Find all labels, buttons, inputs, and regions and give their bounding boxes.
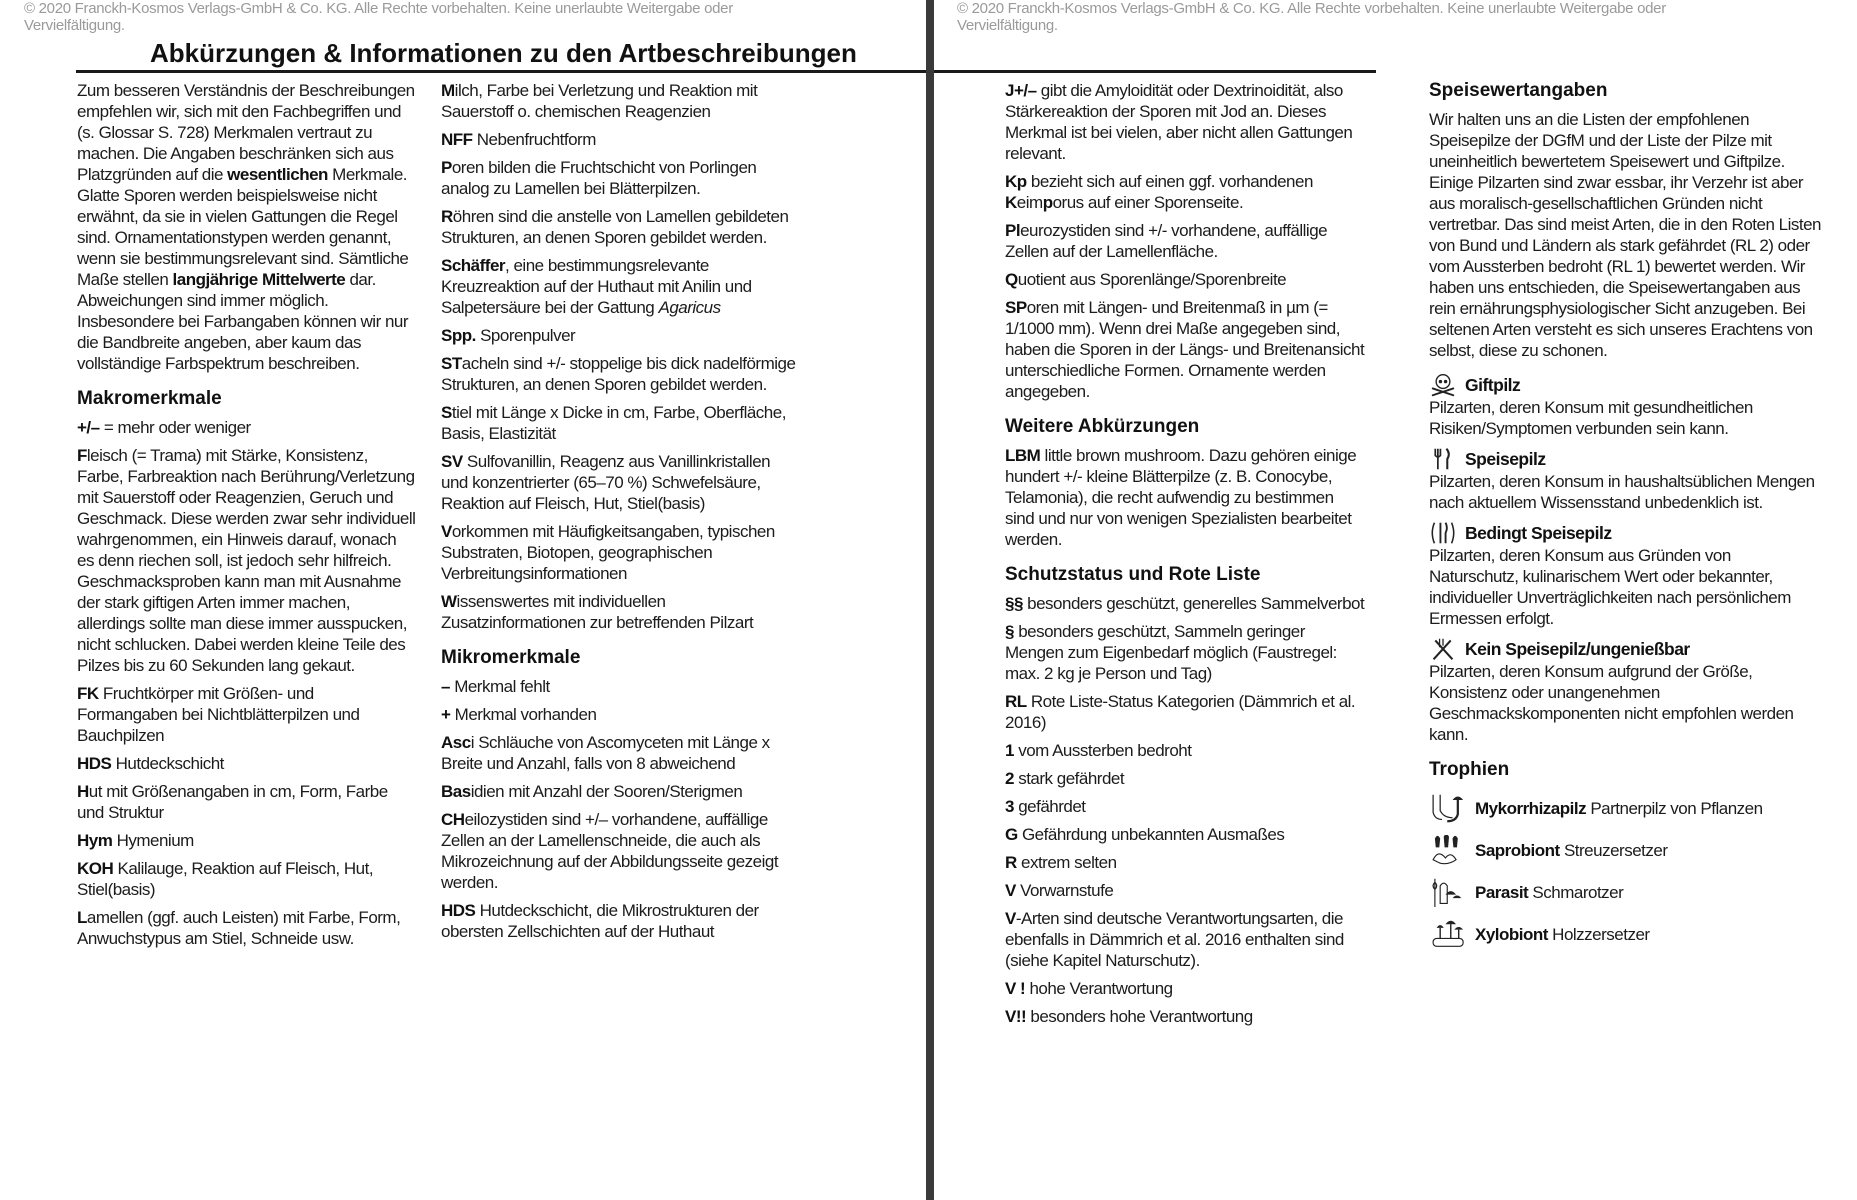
trophie-desc: Holzzersetzer bbox=[1547, 924, 1650, 944]
abbr: S bbox=[441, 403, 452, 422]
definition: Nebenfruchtform bbox=[472, 130, 596, 149]
definition: hohe Verantwortung bbox=[1025, 979, 1173, 998]
category-header bbox=[1429, 373, 1824, 397]
definition: bezieht sich auf einen ggf. vorhandenen bbox=[1026, 172, 1313, 191]
abbr: LBM bbox=[1005, 446, 1041, 465]
definition: besonders geschützt, generelles Sammelverbot bbox=[1022, 594, 1365, 613]
trophie-label bbox=[1475, 882, 1623, 903]
trophie-name: Mykorrhizapilz bbox=[1475, 798, 1587, 818]
list-entry bbox=[77, 907, 417, 949]
intro-text-2: Merkmale. Glatte Sporen werden beispielsweise nicht erwähnt, da sie in vielen Gattungen die Regel sind. Ornamentationstypen werden genannt, wenn sie bestimmungsrelevant sind. Sämtliche Maße stellen bbox=[77, 165, 409, 289]
abbr-rest: ut bbox=[88, 782, 102, 801]
list-entry bbox=[1005, 269, 1365, 290]
intro-paragraph bbox=[77, 80, 417, 374]
section-heading-mikromerkmale: Mikromerkmale bbox=[441, 647, 581, 668]
abbr: – bbox=[441, 677, 450, 696]
column-1 bbox=[77, 80, 417, 956]
list-entry bbox=[1005, 852, 1365, 873]
definition: (ggf. auch Leisten) mit Farbe, Form, Anwuchstypus am Stiel, Schneide usw. bbox=[77, 908, 401, 948]
abbr-rest: ilch bbox=[454, 81, 479, 100]
copyright-line-2: Vervielfältigung. bbox=[957, 17, 1058, 34]
abbr-rest: idien bbox=[470, 782, 505, 801]
definition: aus Sporenlänge/Sporenbreite bbox=[1065, 270, 1287, 289]
trophie-name: Parasit bbox=[1475, 882, 1529, 902]
abbr: 2 bbox=[1005, 769, 1014, 788]
abbr: F bbox=[77, 446, 87, 465]
page-title: Abkürzungen & Informationen zu den Artbeschreibungen bbox=[150, 38, 857, 68]
left-page bbox=[0, 0, 926, 1200]
definition: , Farbe bei Verletzung und Reaktion mit Sauerstoff o. chemischen Reagenzien bbox=[441, 81, 758, 121]
list-entry bbox=[441, 676, 801, 697]
section-heading-makromerkmale: Makromerkmale bbox=[77, 388, 222, 409]
list-entry bbox=[77, 781, 417, 823]
intro-text-1: Zum besseren Verständnis der Beschreibungen empfehlen wir, sich mit den Fachbegriffen und (s. Glossar S. 728) Merkmalen vertraut zu machen. Die Angaben beschränken sich aus Platzgründen auf die bbox=[77, 81, 415, 184]
definition: Hutdeckschicht bbox=[111, 754, 224, 773]
definition: Hymenium bbox=[112, 831, 194, 850]
definition: Kalilauge, Reaktion auf Fleisch, Hut, Stiel(basis) bbox=[77, 859, 374, 899]
category-text: Pilzarten, deren Konsum aus Gründen von Naturschutz, kulinarischem Wert oder bekannter, individueller Unverträglichkeiten nach persönlichem Ermessen erfolgt. bbox=[1429, 546, 1791, 628]
trophie-parasit bbox=[1429, 877, 1824, 907]
list-entry bbox=[441, 809, 801, 893]
abbr: ST bbox=[441, 354, 462, 373]
abbr: V bbox=[1005, 909, 1016, 928]
trophie-name: Saprobiont bbox=[1475, 840, 1560, 860]
definition: mit Länge x Dicke in cm, Farbe, Oberfläche, Basis, Elastizität bbox=[441, 403, 786, 443]
definition: sind +/- vorhandene, auffällige Zellen auf der Lamellenfläche. bbox=[1005, 221, 1328, 261]
definition: bilden die Fruchtschicht von Porlingen analog zu Lamellen bei Blätterpilzen. bbox=[441, 158, 757, 198]
list-entry bbox=[1005, 908, 1365, 971]
abbr: V!! bbox=[1005, 1007, 1027, 1026]
list-entry bbox=[441, 353, 801, 395]
list-entry bbox=[77, 417, 417, 438]
trophie-desc: Partnerpilz von Pflanzen bbox=[1586, 798, 1763, 818]
abbr: +/– bbox=[77, 418, 100, 437]
category-title: Kein Speisepilz/ungenießbar bbox=[1465, 638, 1690, 659]
category-text: Pilzarten, deren Konsum aufgrund der Größe, Konsistenz oder unangenehmen Geschmackskomponenten nicht empfohlen werden kann. bbox=[1429, 662, 1794, 744]
abbr-rest: eurozystiden bbox=[1020, 221, 1111, 240]
header-rule bbox=[934, 70, 1376, 73]
list-entry bbox=[1005, 824, 1365, 845]
abbr: Bas bbox=[441, 782, 471, 801]
list-entry bbox=[1005, 1006, 1365, 1027]
column-3 bbox=[1005, 80, 1365, 1034]
list-entry bbox=[1005, 796, 1365, 817]
list-entry bbox=[77, 753, 417, 774]
trophie-saprobiont bbox=[1429, 835, 1824, 865]
abbr: Q bbox=[1005, 270, 1018, 289]
definition: Schläuche von Ascomyceten mit Länge x Breite und Anzahl, falls von 8 abweichend bbox=[441, 733, 770, 773]
definition: mit Längen- und Breitenmaß in µm (= 1/1000 mm). Wenn drei Maße angegeben sind, haben die Sporen in der Längs- und Breitenansicht unterschiedliche Formen. Ornamente werden angegeben. bbox=[1005, 298, 1365, 401]
abbr: §§ bbox=[1005, 594, 1023, 613]
copyright-notice bbox=[24, 0, 904, 34]
mikro-list-continued bbox=[1005, 80, 1365, 402]
abbr: FK bbox=[77, 684, 99, 703]
copyright-line-1: © 2020 Franckh-Kosmos Verlags-GmbH & Co. KG. Alle Rechte vorbehalten. Keine unerlaubte Weitergabe oder bbox=[24, 0, 733, 17]
abbr: 1 bbox=[1005, 741, 1014, 760]
abbr-rest: orkommen bbox=[451, 522, 529, 541]
list-entry bbox=[441, 591, 801, 633]
abbr: Asc bbox=[441, 733, 471, 752]
list-entry bbox=[441, 704, 801, 725]
column-2 bbox=[441, 80, 801, 949]
abbr: Spp. bbox=[441, 326, 476, 345]
definition: gefährdet bbox=[1013, 797, 1086, 816]
definition: sind die anstelle von Lamellen gebildeten Strukturen, an denen Sporen gebildet werden. bbox=[441, 207, 789, 247]
list-entry bbox=[1005, 768, 1365, 789]
speisewert-category-bedingt bbox=[1429, 521, 1824, 629]
xylobiont-icon bbox=[1429, 919, 1469, 949]
list-entry bbox=[1005, 80, 1365, 164]
list-entry bbox=[77, 683, 417, 746]
fork-knife-icon bbox=[1429, 447, 1457, 471]
right-page bbox=[934, 0, 1857, 1200]
category-title: Speisepilz bbox=[1465, 448, 1546, 469]
trophie-label bbox=[1475, 840, 1667, 861]
list-entry bbox=[1005, 740, 1365, 761]
definition: (= Trama) mit Stärke, Konsistenz, Farbe, Farbreaktion nach Berührung/Verletzung mit Sauerstoff oder Reagenzien, Geruch und Geschmack. Diese werden zwar sehr individuell wahrgenommen, ein Hinweis darauf, wonach es denn riechen soll, ist jedoch sehr hilfreich. Geschmacksproben kann man mit Ausnahme der stark giftigen Arten immer machen, allerdings sollte man diese immer ausspucken, nicht schlucken. Dabei werden kleine Teile des Pilzes bis zu 60 Sekunden lang gekaut. bbox=[77, 446, 416, 675]
definition: sind +/– vorhandene, auffällige Zellen an der Lamellenschneide, die auch als Mikrozeichnung auf der Abbildungsseite gezeigt werden. bbox=[441, 810, 779, 892]
list-entry bbox=[441, 255, 801, 318]
copyright-line-1: © 2020 Franckh-Kosmos Verlags-GmbH & Co. KG. Alle Rechte vorbehalten. Keine unerlaubte Weitergabe oder bbox=[957, 0, 1666, 17]
abbr: L bbox=[77, 908, 87, 927]
abbr-rest: acheln bbox=[461, 354, 509, 373]
trophie-xylobiont bbox=[1429, 919, 1824, 949]
abbr-rest: amellen bbox=[86, 908, 143, 927]
abbr-rest: leisch bbox=[86, 446, 128, 465]
definition: Sulfovanillin, Reagenz aus Vanillinkristallen und konzentrierter (65–70 %) Schwefelsäure, Reaktion auf Fleisch, Hut, Stiel(basis) bbox=[441, 452, 771, 513]
abbr-rest: issenswertes bbox=[456, 592, 549, 611]
definition: besonders geschützt, Sammeln geringer Mengen zum Eigenbedarf möglich (Faustregel: max. 2 kg je Person und Tag) bbox=[1005, 622, 1337, 683]
definition: extrem selten bbox=[1016, 853, 1117, 872]
page-gutter bbox=[926, 0, 934, 1200]
mikro-list bbox=[441, 676, 801, 942]
speisewert-category-kein bbox=[1429, 637, 1824, 745]
trophie-mykorrhiza bbox=[1429, 793, 1824, 823]
list-entry bbox=[1005, 593, 1365, 614]
abbr: J+/– bbox=[1005, 81, 1037, 100]
list-entry bbox=[441, 402, 801, 444]
abbr: Kp bbox=[1005, 172, 1027, 191]
list-entry bbox=[441, 900, 801, 942]
category-text: Pilzarten, deren Konsum mit gesundheitlichen Risiken/Symptomen verbunden sein kann. bbox=[1429, 398, 1753, 438]
parasite-icon bbox=[1429, 877, 1469, 907]
abbr: Hym bbox=[77, 831, 113, 850]
category-title: Giftpilz bbox=[1465, 374, 1521, 395]
definition: Hutdeckschicht, die Mikrostrukturen der obersten Zellschichten auf der Huthaut bbox=[441, 901, 759, 941]
definition: Merkmal vorhanden bbox=[450, 705, 597, 724]
abbr: G bbox=[1005, 825, 1018, 844]
copyright-line-2: Vervielfältigung. bbox=[24, 17, 125, 34]
list-entry bbox=[441, 451, 801, 514]
saprobiont-icon bbox=[1429, 835, 1469, 865]
abbr: CH bbox=[441, 810, 465, 829]
trophie-desc: Schmarotzer bbox=[1528, 882, 1624, 902]
makro-list bbox=[77, 417, 417, 949]
abbr: M bbox=[441, 81, 455, 100]
column-4 bbox=[1429, 80, 1824, 949]
list-entry bbox=[1005, 297, 1365, 402]
speisewert-category-speisepilz bbox=[1429, 447, 1824, 513]
schutz-list bbox=[1005, 593, 1365, 1027]
definition-part: K bbox=[1005, 193, 1017, 212]
abbr: R bbox=[441, 207, 453, 226]
definition: vom Aussterben bedroht bbox=[1013, 741, 1192, 760]
abbr-rest: i bbox=[470, 733, 474, 752]
definition: Merkmal fehlt bbox=[449, 677, 550, 696]
italic-term: Agaricus bbox=[658, 298, 721, 317]
list-entry bbox=[1005, 691, 1365, 733]
category-header bbox=[1429, 447, 1824, 471]
definition-part: eim bbox=[1016, 193, 1043, 212]
intro-bold-2: langjährige Mittelwerte bbox=[172, 270, 346, 289]
definition-part: orus auf einer Sporenseite. bbox=[1052, 193, 1244, 212]
abbr: + bbox=[441, 705, 451, 724]
definition-part: p bbox=[1042, 193, 1053, 212]
abbr: Pl bbox=[1005, 221, 1021, 240]
list-entry bbox=[1005, 171, 1365, 213]
list-entry bbox=[1005, 978, 1365, 999]
list-entry bbox=[1005, 880, 1365, 901]
abbr: § bbox=[1005, 622, 1014, 641]
definition: mit Anzahl der Sooren/Sterigmen bbox=[504, 782, 743, 801]
abbr-rest: tiel bbox=[451, 403, 472, 422]
abbr-rest: uotient bbox=[1017, 270, 1066, 289]
section-heading-trophien: Trophien bbox=[1429, 759, 1510, 780]
makro-list-continued bbox=[441, 80, 801, 633]
abbr-rest: eilozystiden bbox=[464, 810, 548, 829]
trophie-desc: Streuzersetzer bbox=[1559, 840, 1668, 860]
category-title: Bedingt Speisepilz bbox=[1465, 522, 1612, 543]
abbr: HDS bbox=[77, 754, 112, 773]
abbr: V bbox=[441, 522, 452, 541]
abbr: KOH bbox=[77, 859, 114, 878]
abbr: 3 bbox=[1005, 797, 1014, 816]
abbr-rest: oren bbox=[451, 158, 484, 177]
list-entry bbox=[441, 732, 801, 774]
trophie-name: Xylobiont bbox=[1475, 924, 1548, 944]
list-entry bbox=[441, 129, 801, 150]
definition: Gefährdung unbekannten Ausmaßes bbox=[1017, 825, 1285, 844]
definition: mit Größenangaben in cm, Form, Farbe und Struktur bbox=[77, 782, 388, 822]
skull-crossbones-icon bbox=[1429, 373, 1457, 397]
section-heading-weitere: Weitere Abkürzungen bbox=[1005, 416, 1200, 437]
definition: sind +/- stoppelige bis dick nadelförmige Strukturen, an denen Sporen gebildet werden. bbox=[441, 354, 796, 394]
definition: , eine bestimmungsrelevante Kreuzreaktion auf der Huthaut mit Anilin und Salpetersäure bei der Gattung bbox=[441, 256, 752, 317]
abbr: H bbox=[77, 782, 89, 801]
fork-knife-parentheses-icon bbox=[1429, 521, 1457, 545]
list-entry bbox=[441, 325, 801, 346]
trophie-label bbox=[1475, 798, 1763, 819]
list-entry bbox=[441, 80, 801, 122]
abbr: W bbox=[441, 592, 457, 611]
list-entry bbox=[441, 521, 801, 584]
section-heading-speisewert: Speisewertangaben bbox=[1429, 80, 1608, 101]
list-entry bbox=[77, 445, 417, 676]
category-text: Pilzarten, deren Konsum in haushaltsüblichen Mengen nach aktuellem Wissensstand unbedenklich ist. bbox=[1429, 472, 1815, 512]
list-entry bbox=[1005, 621, 1365, 684]
definition: = mehr oder weniger bbox=[99, 418, 251, 437]
intro-text-3: dar. Abweichungen sind immer möglich. Insbesondere bei Farbangaben können wir nur die Bandbreite angeben, aber kaum das vollständige Farbspektrum beschreiben. bbox=[77, 270, 409, 373]
list-entry bbox=[441, 206, 801, 248]
speisewert-category-giftpilz bbox=[1429, 373, 1824, 439]
definition: little brown mushroom. Dazu gehören einige hundert +/- kleine Blätterpilze (z. B. Conocybe, Telamonia), die recht aufwendig zu bestimmen sind und nur von wenigen Spezialisten bearbeitet werden. bbox=[1005, 446, 1357, 549]
definition: Vorwarnstufe bbox=[1015, 881, 1114, 900]
header-rule bbox=[76, 70, 926, 73]
category-header bbox=[1429, 637, 1824, 661]
definition: mit individuellen Zusatzinformationen zur betreffenden Pilzart bbox=[441, 592, 754, 632]
list-entry bbox=[1005, 220, 1365, 262]
mycorrhiza-icon bbox=[1429, 793, 1469, 823]
copyright-notice-right bbox=[957, 0, 1837, 34]
definition: Fruchtkörper mit Größen- und Formangaben bei Nichtblätterpilzen und Bauchpilzen bbox=[77, 684, 360, 745]
definition: gibt die Amyloidität oder Dextrinoidität, also Stärkereaktion der Sporen mit Jod an. Dieses Merkmal ist bei vielen, aber nicht allen Gattungen relevant. bbox=[1005, 81, 1353, 163]
crossed-cutlery-icon bbox=[1429, 637, 1457, 661]
abbr-rest: oren bbox=[1026, 298, 1059, 317]
list-entry bbox=[441, 781, 801, 802]
list-entry bbox=[441, 157, 801, 199]
definition: mit Häufigkeitsangaben, typischen Substraten, Biotopen, geographischen Verbreitungsinformationen bbox=[441, 522, 775, 583]
abbr: Schäffer bbox=[441, 256, 506, 275]
definition: -Arten sind deutsche Verantwortungsarten, die ebenfalls in Dämmrich et al. 2016 enthalten sind (siehe Kapitel Naturschutz). bbox=[1005, 909, 1344, 970]
definition: besonders hohe Verantwortung bbox=[1026, 1007, 1253, 1026]
definition: Sporenpulver bbox=[475, 326, 576, 345]
abbr: SV bbox=[441, 452, 463, 471]
intro-bold-1: wesentlichen bbox=[227, 165, 328, 184]
abbr: NFF bbox=[441, 130, 473, 149]
definition: Rote Liste-Status Kategorien (Dämmrich et al. 2016) bbox=[1005, 692, 1356, 732]
abbr: SP bbox=[1005, 298, 1027, 317]
abbr: V ! bbox=[1005, 979, 1026, 998]
trophie-label bbox=[1475, 924, 1650, 945]
section-heading-schutzstatus: Schutzstatus und Rote Liste bbox=[1005, 564, 1261, 585]
category-header bbox=[1429, 521, 1824, 545]
abbr: R bbox=[1005, 853, 1017, 872]
definition: stark gefährdet bbox=[1013, 769, 1125, 788]
abbr: V bbox=[1005, 881, 1016, 900]
abbr-rest: öhren bbox=[452, 207, 494, 226]
speisewert-intro: Wir halten uns an die Listen der empfohlenen Speisepilze der DGfM und der Liste der Pilze mit uneinheitlich bewertetem Speisewert und Giftpilze. Einige Pilzarten sind zwar essbar, ihr Verzehr ist aber aus moralisch-gesellschaftlichen Gründen nicht vertretbar. Das sind meist Arten, die in den Roten Listen von Bund und Ländern als stark gefährdet (RL 2) oder vom Aussterben bedroht (RL 1) bewertet werden. Wir haben uns entschieden, die Speisewertangaben aus rein ernährungsphysiologischer Sicht anzugeben. Bei seltenen Arten versteht es sich unseres Erachtens von selbst, diese zu schonen. bbox=[1429, 110, 1822, 360]
abbr: HDS bbox=[441, 901, 476, 920]
list-entry bbox=[77, 830, 417, 851]
list-entry bbox=[77, 858, 417, 900]
abbr: RL bbox=[1005, 692, 1027, 711]
abbr: P bbox=[441, 158, 452, 177]
entry-lbm bbox=[1005, 445, 1365, 550]
